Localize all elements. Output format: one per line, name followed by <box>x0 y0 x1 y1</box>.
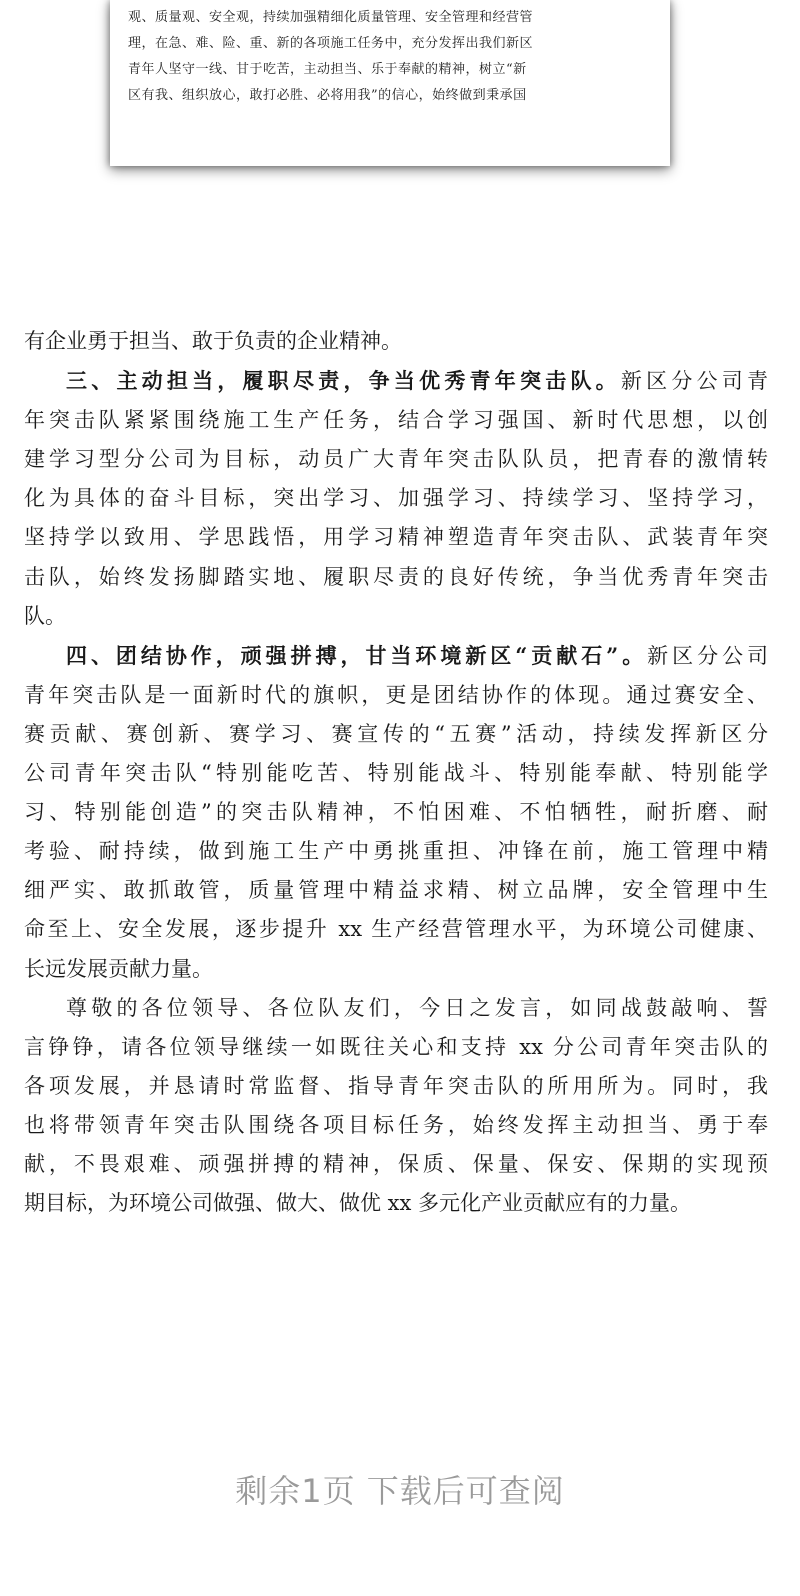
text-line: 队。 <box>24 603 66 628</box>
paragraph-section-3 <box>24 361 768 636</box>
text-line <box>24 636 768 676</box>
preview-line: 观、质量观、安全观，持续加强精细化质量管理、安全管理和经营管 <box>128 10 534 25</box>
paragraph-section-4 <box>24 636 768 989</box>
text-line: 命至上、安全发展，逐步提升 xx 生产经营管理水平，为环境公司健康、 <box>24 917 768 942</box>
text-line: 年突击队紧紧围绕施工生产任务，结合学习强国、新时代思想，以创 <box>24 408 768 433</box>
text-line: 各项发展，并恳请时常监督、指导青年突击队的所用所为。同时，我 <box>24 1073 768 1098</box>
preview-line: 理，在急、难、险、重、新的各项施工任务中，充分发挥出我们新区 <box>128 36 534 51</box>
text-line: 坚持学以致用、学思践悟，用学习精神塑造青年突击队、武装青年突 <box>24 525 768 550</box>
text-line: 考验、耐持续，做到施工生产中勇挑重担、冲锋在前，施工管理中精 <box>24 839 768 864</box>
paragraph-continuation <box>24 322 768 361</box>
text-line: 献，不畏艰难、顽强拼搏的精神，保质、保量、保安、保期的实现预 <box>24 1151 768 1176</box>
text-line: 习、特别能创造”的突击队精神，不怕困难、不怕牺牲，耐折磨、耐 <box>24 800 768 825</box>
preview-line: 区有我、组织放心，敢打必胜、必将用我”的信心，始终做到秉承国 <box>128 88 527 103</box>
text-line: 化为具体的奋斗目标，突出学习、加强学习、持续学习、坚持学习， <box>24 486 768 511</box>
text-line: 也将带领青年突击队围绕各项目标任务，始终发挥主动担当、勇于奉 <box>24 1112 768 1137</box>
section-heading: 四、团结协作，顽强拼搏，甘当环境新区“贡献石”。 <box>66 642 648 668</box>
text-line: 赛贡献、赛创新、赛学习、赛宣传的“五赛”活动，持续发挥新区分 <box>24 721 768 746</box>
text-line: 期目标，为环境公司做强、做大、做优 xx 多元化产业贡献应有的力量。 <box>24 1191 692 1216</box>
text-line <box>24 361 768 401</box>
text-line: 有企业勇于担当、敢于负责的企业精神。 <box>24 329 402 353</box>
text-line: 尊敬的各位领导、各位队友们，今日之发言，如同战鼓敲响、誓 <box>66 995 768 1020</box>
document-body <box>24 322 768 1223</box>
text-line: 公司青年突击队“特别能吃苦、特别能战斗、特别能奉献、特别能学 <box>24 761 768 786</box>
paragraph-closing <box>24 989 768 1224</box>
text-line: 言铮铮，请各位领导继续一如既往关心和支持 xx 分公司青年突击队的 <box>24 1034 768 1059</box>
text-span: 新区分公司青 <box>620 369 769 394</box>
remaining-pages-banner[interactable]: 剩余1页 下载后可查阅 <box>235 1472 565 1510</box>
text-line: 青年突击队是一面新时代的旗帜，更是团结协作的体现。通过赛安全、 <box>24 682 768 707</box>
text-line: 击队，始终发扬脚踏实地、履职尽责的良好传统，争当优秀青年突击 <box>24 564 768 589</box>
section-heading: 三、主动担当，履职尽责，争当优秀青年突击队。 <box>66 368 621 394</box>
preview-card <box>110 0 670 166</box>
text-line: 细严实、敢抓敢管，质量管理中精益求精、树立品牌，安全管理中生 <box>24 878 768 903</box>
preview-line: 青年人坚守一线、甘于吃苦，主动担当、乐于奉献的精神，树立“新 <box>128 62 527 77</box>
preview-text <box>128 5 648 109</box>
text-line: 长远发展贡献力量。 <box>24 956 213 981</box>
text-span: 新区分公司 <box>647 643 769 668</box>
text-line: 建学习型分公司为目标，动员广大青年突击队队员，把青春的激情转 <box>24 447 768 472</box>
